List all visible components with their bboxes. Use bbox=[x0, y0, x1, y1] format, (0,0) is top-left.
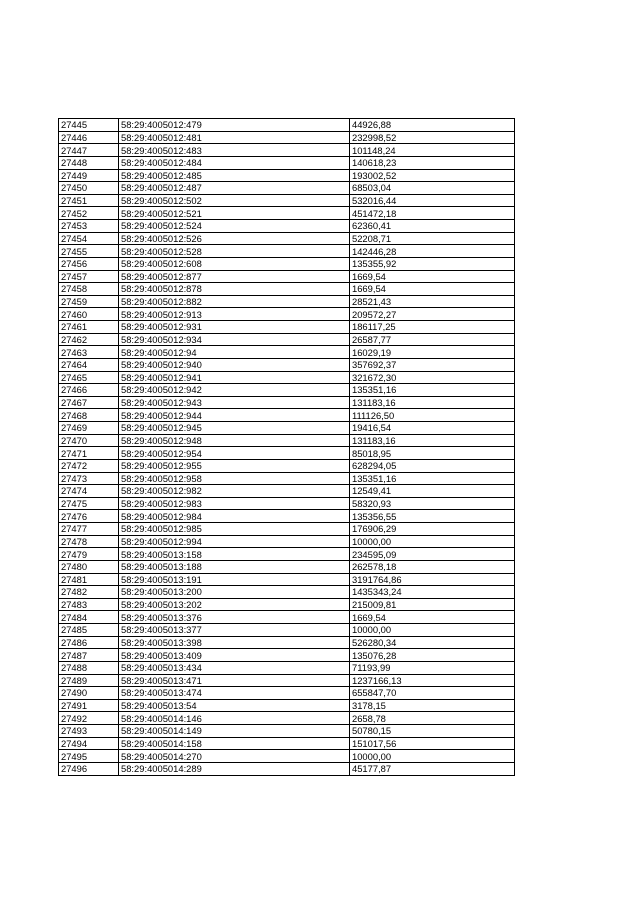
row-number-cell: 27447 bbox=[59, 144, 119, 157]
cadastral-number-cell: 58:29:4005013:188 bbox=[119, 560, 350, 573]
data-table bbox=[58, 118, 515, 776]
cadastral-number-cell: 58:29:4005012:483 bbox=[119, 144, 350, 157]
table-row bbox=[59, 169, 515, 182]
cadastral-number-cell: 58:29:4005012:608 bbox=[119, 257, 350, 270]
table-row bbox=[59, 283, 515, 296]
value-cell: 45177,87 bbox=[350, 762, 515, 775]
cadastral-number-cell: 58:29:4005012:948 bbox=[119, 434, 350, 447]
cadastral-number-cell: 58:29:4005012:983 bbox=[119, 497, 350, 510]
table-row bbox=[59, 699, 515, 712]
cadastral-number-cell: 58:29:4005012:484 bbox=[119, 156, 350, 169]
table-row bbox=[59, 586, 515, 599]
row-number-cell: 27449 bbox=[59, 169, 119, 182]
table-row bbox=[59, 207, 515, 220]
value-cell: 111126,50 bbox=[350, 409, 515, 422]
value-cell: 62360,41 bbox=[350, 220, 515, 233]
table-row bbox=[59, 422, 515, 435]
table-row bbox=[59, 573, 515, 586]
table-body bbox=[59, 119, 515, 776]
value-cell: 1435343,24 bbox=[350, 586, 515, 599]
cadastral-number-cell: 58:29:4005012:941 bbox=[119, 371, 350, 384]
cadastral-number-cell: 58:29:4005013:200 bbox=[119, 586, 350, 599]
table-row bbox=[59, 447, 515, 460]
cadastral-number-cell: 58:29:4005012:521 bbox=[119, 207, 350, 220]
row-number-cell: 27486 bbox=[59, 636, 119, 649]
value-cell: 135076,28 bbox=[350, 649, 515, 662]
cadastral-number-cell: 58:29:4005013:202 bbox=[119, 598, 350, 611]
value-cell: 135351,16 bbox=[350, 472, 515, 485]
row-number-cell: 27454 bbox=[59, 232, 119, 245]
cadastral-number-cell: 58:29:4005012:940 bbox=[119, 358, 350, 371]
row-number-cell: 27451 bbox=[59, 194, 119, 207]
value-cell: 16029,19 bbox=[350, 346, 515, 359]
cadastral-number-cell: 58:29:4005012:487 bbox=[119, 182, 350, 195]
table-row bbox=[59, 611, 515, 624]
cadastral-number-cell: 58:29:4005013:434 bbox=[119, 661, 350, 674]
row-number-cell: 27478 bbox=[59, 535, 119, 548]
value-cell: 26587,77 bbox=[350, 333, 515, 346]
value-cell: 10000,00 bbox=[350, 535, 515, 548]
cadastral-number-cell: 58:29:4005012:945 bbox=[119, 422, 350, 435]
row-number-cell: 27468 bbox=[59, 409, 119, 422]
value-cell: 1669,54 bbox=[350, 270, 515, 283]
cadastral-number-cell: 58:29:4005012:934 bbox=[119, 333, 350, 346]
value-cell: 2658,78 bbox=[350, 712, 515, 725]
row-number-cell: 27460 bbox=[59, 308, 119, 321]
row-number-cell: 27489 bbox=[59, 674, 119, 687]
cadastral-number-cell: 58:29:4005013:377 bbox=[119, 624, 350, 637]
value-cell: 3178,15 bbox=[350, 699, 515, 712]
table-row bbox=[59, 308, 515, 321]
cadastral-number-cell: 58:29:4005012:942 bbox=[119, 384, 350, 397]
row-number-cell: 27496 bbox=[59, 762, 119, 775]
cadastral-number-cell: 58:29:4005012:913 bbox=[119, 308, 350, 321]
cadastral-number-cell: 58:29:4005012:94 bbox=[119, 346, 350, 359]
row-number-cell: 27480 bbox=[59, 560, 119, 573]
value-cell: 50780,15 bbox=[350, 725, 515, 738]
table-row bbox=[59, 485, 515, 498]
cadastral-number-cell: 58:29:4005012:954 bbox=[119, 447, 350, 460]
row-number-cell: 27469 bbox=[59, 422, 119, 435]
value-cell: 10000,00 bbox=[350, 624, 515, 637]
row-number-cell: 27481 bbox=[59, 573, 119, 586]
cadastral-number-cell: 58:29:4005012:479 bbox=[119, 119, 350, 132]
table-row bbox=[59, 346, 515, 359]
table-row bbox=[59, 535, 515, 548]
table-row bbox=[59, 358, 515, 371]
value-cell: 131183,16 bbox=[350, 434, 515, 447]
cadastral-number-cell: 58:29:4005012:524 bbox=[119, 220, 350, 233]
cadastral-number-cell: 58:29:4005012:982 bbox=[119, 485, 350, 498]
value-cell: 131183,16 bbox=[350, 396, 515, 409]
table-row bbox=[59, 636, 515, 649]
value-cell: 357692,37 bbox=[350, 358, 515, 371]
cadastral-number-cell: 58:29:4005012:943 bbox=[119, 396, 350, 409]
table-row bbox=[59, 560, 515, 573]
table-row bbox=[59, 144, 515, 157]
row-number-cell: 27464 bbox=[59, 358, 119, 371]
row-number-cell: 27453 bbox=[59, 220, 119, 233]
document-page bbox=[58, 118, 514, 775]
cadastral-number-cell: 58:29:4005014:270 bbox=[119, 750, 350, 763]
table-row bbox=[59, 725, 515, 738]
value-cell: 19416,54 bbox=[350, 422, 515, 435]
table-row bbox=[59, 649, 515, 662]
row-number-cell: 27455 bbox=[59, 245, 119, 258]
value-cell: 71193,99 bbox=[350, 661, 515, 674]
row-number-cell: 27458 bbox=[59, 283, 119, 296]
cadastral-number-cell: 58:29:4005013:471 bbox=[119, 674, 350, 687]
cadastral-number-cell: 58:29:4005012:502 bbox=[119, 194, 350, 207]
row-number-cell: 27456 bbox=[59, 257, 119, 270]
value-cell: 628294,05 bbox=[350, 459, 515, 472]
table-row bbox=[59, 661, 515, 674]
value-cell: 1669,54 bbox=[350, 283, 515, 296]
value-cell: 151017,56 bbox=[350, 737, 515, 750]
row-number-cell: 27495 bbox=[59, 750, 119, 763]
table-row bbox=[59, 409, 515, 422]
table-row bbox=[59, 712, 515, 725]
value-cell: 262578,18 bbox=[350, 560, 515, 573]
value-cell: 52208,71 bbox=[350, 232, 515, 245]
value-cell: 1669,54 bbox=[350, 611, 515, 624]
row-number-cell: 27461 bbox=[59, 321, 119, 334]
cadastral-number-cell: 58:29:4005014:146 bbox=[119, 712, 350, 725]
cadastral-number-cell: 58:29:4005013:398 bbox=[119, 636, 350, 649]
cadastral-number-cell: 58:29:4005012:481 bbox=[119, 131, 350, 144]
cadastral-number-cell: 58:29:4005012:944 bbox=[119, 409, 350, 422]
table-row bbox=[59, 472, 515, 485]
value-cell: 58320,93 bbox=[350, 497, 515, 510]
row-number-cell: 27484 bbox=[59, 611, 119, 624]
table-row bbox=[59, 119, 515, 132]
table-row bbox=[59, 497, 515, 510]
table-row bbox=[59, 523, 515, 536]
row-number-cell: 27494 bbox=[59, 737, 119, 750]
table-row bbox=[59, 396, 515, 409]
value-cell: 176906,29 bbox=[350, 523, 515, 536]
cadastral-number-cell: 58:29:4005013:409 bbox=[119, 649, 350, 662]
value-cell: 140618,23 bbox=[350, 156, 515, 169]
table-row bbox=[59, 459, 515, 472]
cadastral-number-cell: 58:29:4005012:528 bbox=[119, 245, 350, 258]
cadastral-number-cell: 58:29:4005012:985 bbox=[119, 523, 350, 536]
cadastral-number-cell: 58:29:4005012:931 bbox=[119, 321, 350, 334]
row-number-cell: 27452 bbox=[59, 207, 119, 220]
value-cell: 28521,43 bbox=[350, 295, 515, 308]
table-row bbox=[59, 510, 515, 523]
value-cell: 532016,44 bbox=[350, 194, 515, 207]
value-cell: 321672,30 bbox=[350, 371, 515, 384]
table-row bbox=[59, 295, 515, 308]
value-cell: 12549,41 bbox=[350, 485, 515, 498]
table-row bbox=[59, 156, 515, 169]
table-row bbox=[59, 598, 515, 611]
value-cell: 526280,34 bbox=[350, 636, 515, 649]
cadastral-number-cell: 58:29:4005012:958 bbox=[119, 472, 350, 485]
row-number-cell: 27466 bbox=[59, 384, 119, 397]
cadastral-number-cell: 58:29:4005012:994 bbox=[119, 535, 350, 548]
table-row bbox=[59, 434, 515, 447]
row-number-cell: 27477 bbox=[59, 523, 119, 536]
row-number-cell: 27446 bbox=[59, 131, 119, 144]
row-number-cell: 27476 bbox=[59, 510, 119, 523]
row-number-cell: 27490 bbox=[59, 687, 119, 700]
value-cell: 3191764,86 bbox=[350, 573, 515, 586]
value-cell: 215009,81 bbox=[350, 598, 515, 611]
row-number-cell: 27465 bbox=[59, 371, 119, 384]
row-number-cell: 27493 bbox=[59, 725, 119, 738]
table-row bbox=[59, 232, 515, 245]
row-number-cell: 27474 bbox=[59, 485, 119, 498]
value-cell: 135351,16 bbox=[350, 384, 515, 397]
row-number-cell: 27485 bbox=[59, 624, 119, 637]
table-row bbox=[59, 384, 515, 397]
value-cell: 68503,04 bbox=[350, 182, 515, 195]
value-cell: 101148,24 bbox=[350, 144, 515, 157]
table-row bbox=[59, 333, 515, 346]
cadastral-number-cell: 58:29:4005014:149 bbox=[119, 725, 350, 738]
table-row bbox=[59, 194, 515, 207]
table-row bbox=[59, 674, 515, 687]
table-row bbox=[59, 371, 515, 384]
cadastral-number-cell: 58:29:4005014:158 bbox=[119, 737, 350, 750]
row-number-cell: 27475 bbox=[59, 497, 119, 510]
row-number-cell: 27459 bbox=[59, 295, 119, 308]
value-cell: 451472,18 bbox=[350, 207, 515, 220]
row-number-cell: 27473 bbox=[59, 472, 119, 485]
table-row bbox=[59, 321, 515, 334]
value-cell: 135355,92 bbox=[350, 257, 515, 270]
value-cell: 142446,28 bbox=[350, 245, 515, 258]
table-row bbox=[59, 548, 515, 561]
value-cell: 232998,52 bbox=[350, 131, 515, 144]
table-row bbox=[59, 687, 515, 700]
row-number-cell: 27488 bbox=[59, 661, 119, 674]
value-cell: 135356,55 bbox=[350, 510, 515, 523]
row-number-cell: 27483 bbox=[59, 598, 119, 611]
cadastral-number-cell: 58:29:4005012:877 bbox=[119, 270, 350, 283]
row-number-cell: 27462 bbox=[59, 333, 119, 346]
row-number-cell: 27467 bbox=[59, 396, 119, 409]
value-cell: 234595,09 bbox=[350, 548, 515, 561]
value-cell: 1237166,13 bbox=[350, 674, 515, 687]
row-number-cell: 27491 bbox=[59, 699, 119, 712]
cadastral-number-cell: 58:29:4005013:158 bbox=[119, 548, 350, 561]
cadastral-number-cell: 58:29:4005013:191 bbox=[119, 573, 350, 586]
table-row bbox=[59, 750, 515, 763]
row-number-cell: 27487 bbox=[59, 649, 119, 662]
value-cell: 209572,27 bbox=[350, 308, 515, 321]
cadastral-number-cell: 58:29:4005012:882 bbox=[119, 295, 350, 308]
table-row bbox=[59, 131, 515, 144]
row-number-cell: 27479 bbox=[59, 548, 119, 561]
table-row bbox=[59, 220, 515, 233]
row-number-cell: 27448 bbox=[59, 156, 119, 169]
value-cell: 44926,88 bbox=[350, 119, 515, 132]
value-cell: 193002,52 bbox=[350, 169, 515, 182]
row-number-cell: 27450 bbox=[59, 182, 119, 195]
value-cell: 655847,70 bbox=[350, 687, 515, 700]
table-row bbox=[59, 762, 515, 775]
row-number-cell: 27472 bbox=[59, 459, 119, 472]
value-cell: 10000,00 bbox=[350, 750, 515, 763]
cadastral-number-cell: 58:29:4005014:289 bbox=[119, 762, 350, 775]
row-number-cell: 27470 bbox=[59, 434, 119, 447]
row-number-cell: 27457 bbox=[59, 270, 119, 283]
table-row bbox=[59, 182, 515, 195]
table-row bbox=[59, 257, 515, 270]
table-row bbox=[59, 245, 515, 258]
table-row bbox=[59, 737, 515, 750]
row-number-cell: 27482 bbox=[59, 586, 119, 599]
cadastral-number-cell: 58:29:4005013:376 bbox=[119, 611, 350, 624]
row-number-cell: 27471 bbox=[59, 447, 119, 460]
value-cell: 186117,25 bbox=[350, 321, 515, 334]
table-row bbox=[59, 270, 515, 283]
cadastral-number-cell: 58:29:4005013:54 bbox=[119, 699, 350, 712]
cadastral-number-cell: 58:29:4005012:485 bbox=[119, 169, 350, 182]
row-number-cell: 27463 bbox=[59, 346, 119, 359]
table-row bbox=[59, 624, 515, 637]
cadastral-number-cell: 58:29:4005013:474 bbox=[119, 687, 350, 700]
row-number-cell: 27445 bbox=[59, 119, 119, 132]
row-number-cell: 27492 bbox=[59, 712, 119, 725]
cadastral-number-cell: 58:29:4005012:984 bbox=[119, 510, 350, 523]
cadastral-number-cell: 58:29:4005012:878 bbox=[119, 283, 350, 296]
cadastral-number-cell: 58:29:4005012:955 bbox=[119, 459, 350, 472]
cadastral-number-cell: 58:29:4005012:526 bbox=[119, 232, 350, 245]
value-cell: 85018,95 bbox=[350, 447, 515, 460]
